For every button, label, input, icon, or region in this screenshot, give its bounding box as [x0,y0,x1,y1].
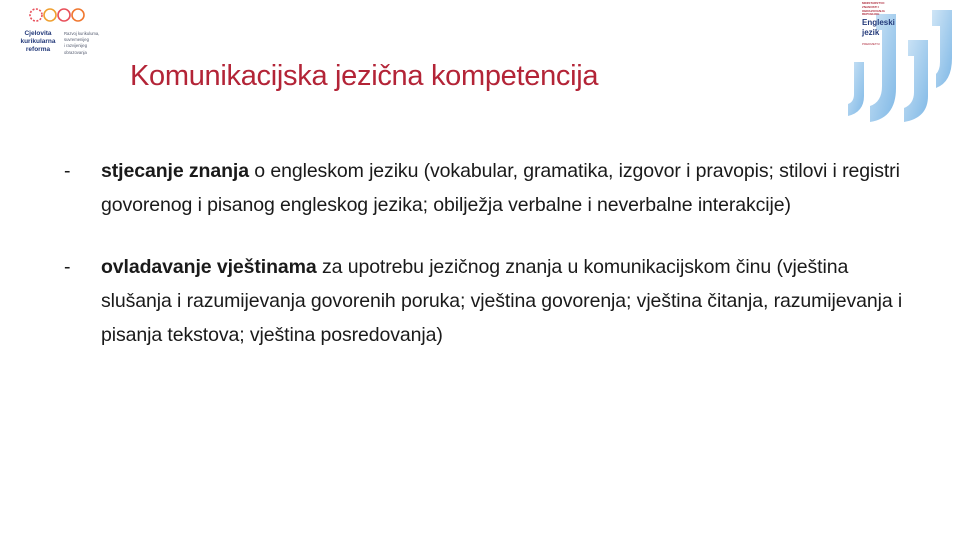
subject-label: Engleski jezik [862,18,895,37]
bullet-text: o engleskom jeziku (vokabular, gramatika, izgovor i pravopis; stilovi i registri govorenog i pisanog engleskog jezika; obilježja verbalne i neverbalne interakcije) [101,160,900,216]
logo-subtitle: Razvoj kurikuluma, suvremenijeg i razvijenijeg obrazovanja [64,31,100,55]
slide-title: Komunikacijska jezična kompetencija [130,60,599,92]
logo-title: Cjelovita kurikularna reforma [20,30,56,53]
bullet-list [64,154,904,380]
quote-decoration-icon [840,0,960,124]
bullet-bold-term: stjecanje znanja [101,160,249,182]
bullet-item [64,154,904,222]
bullet-bold-term: ovladavanje vještinama [101,256,317,278]
ministry-text: MINISTARSTVO ZNANOSTI I OBRAZOVANJA REPUBLIKE [862,1,885,17]
bullet-dash: - [64,160,71,182]
bullet-text: za upotrebu jezičnog znanja u komunikacijskom činu (vještina slušanja i razumijevanja govorenih poruka; vještina govorenja; vještina čitanja, razumijevanja i pisanja tekstova; vještina posredovanja) [101,256,903,346]
bullet-item [64,250,904,352]
logo-circles-icon [28,6,88,26]
bullet-dash: - [64,256,71,278]
subject-tag: PREDMETNI [862,42,880,46]
reform-logo [0,0,120,62]
